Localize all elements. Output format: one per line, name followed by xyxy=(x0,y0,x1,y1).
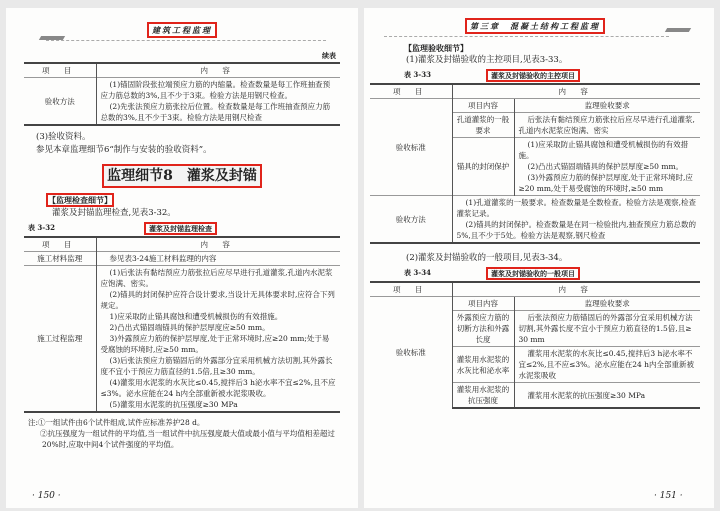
table-caption-row xyxy=(370,68,700,82)
table-3-34 xyxy=(370,281,700,409)
table-cell xyxy=(452,196,700,244)
text-line: (2)凸出式锚固端锚具的保护层厚度≥50 mm。 xyxy=(527,162,684,171)
table-number: 表 3-33 xyxy=(404,70,431,79)
table-cell xyxy=(514,383,700,409)
table-3-33 xyxy=(370,83,700,244)
table-cell: 验收方法 xyxy=(24,78,96,126)
layout-block xyxy=(384,36,669,37)
table-cell: 验收标准 xyxy=(370,99,452,196)
table-cell xyxy=(514,311,700,347)
layout-block xyxy=(24,193,340,207)
table-cell: 锚具的封闭保护 xyxy=(452,138,514,196)
table-caption: 灌浆及封锚验收的主控项目 xyxy=(486,69,580,82)
text-line: 1)应采取防止锚具腐蚀和遭受机械损伤的有效措施。 xyxy=(109,312,283,321)
paragraph: 参见本章监理细节6“制作与安装的验收资料”。 xyxy=(36,145,212,155)
table-cell: 监理验收要求 xyxy=(514,99,700,113)
table-cell xyxy=(96,266,340,413)
table-cell: 施工材料监理 xyxy=(24,252,96,266)
table-cell xyxy=(514,138,700,196)
text-line: 后张法有黏结预应力筋张拉后应尽早进行孔道灌浆,孔道内水泥浆应饱满、密实 xyxy=(518,115,695,135)
text-line: (1)锚固阶段张拉端预应力筋的内缩量。检查数量是每工作班抽查预应力筋总数的3%,且不少于3束。检验方法是用钢尺检查。 xyxy=(100,80,331,100)
table-cell xyxy=(514,113,700,138)
table-notes xyxy=(24,417,340,450)
section-title: 监理细节8 灌浆及封锚 xyxy=(102,164,262,188)
running-header: 建筑工程监理 xyxy=(147,22,217,38)
continued-table xyxy=(24,62,340,126)
continued-label: 续表 xyxy=(322,51,336,60)
text-line: (3)后张法预应力筋锚固后的外露部分宜采用机械方法切割,其外露长度不宜小于预应力筋直径的1.5倍,且≥30 mm。 xyxy=(100,356,333,376)
intro-text: 灌浆及封锚监理检查,见表3-32。 xyxy=(52,208,176,218)
page-number: · 150 · xyxy=(32,491,61,501)
intro-text: (2)灌浆及封锚验收的一般项目,见表3-34。 xyxy=(406,253,568,263)
text-line: (4)灌浆用水泥浆的水灰比≤0.45,搅拌后3 h泌水率不宜≤2%,且不应≤3%。泌水应能在24 h内全部重新被水泥浆吸收。 xyxy=(100,378,336,398)
left-page-150 xyxy=(6,8,358,508)
table-cell xyxy=(96,252,340,266)
table-cell: 项 目 xyxy=(370,84,452,99)
table-cell: 项目内容 xyxy=(452,99,514,113)
running-header: 第三章 混凝土结构工程监理 xyxy=(465,18,605,34)
table-row xyxy=(24,78,340,126)
right-page-151 xyxy=(364,8,714,508)
table-cell: 验收标准 xyxy=(370,297,452,409)
table-number: 表 3-32 xyxy=(28,223,55,232)
table-row xyxy=(370,84,700,99)
running-header-row xyxy=(370,18,700,40)
table-cell: 孔道灌浆的一般要求 xyxy=(452,113,514,138)
table-caption-row xyxy=(24,221,340,235)
text-line: (1)后张法有黏结预应力筋张拉后应尽早进行孔道灌浆,孔道内水泥浆应饱满、密实。 xyxy=(100,268,333,288)
running-header-row xyxy=(24,22,340,44)
text-line: (5)灌浆用水泥浆的抗压强度≥30 MPa xyxy=(109,400,238,409)
table-cell: 内 容 xyxy=(96,63,340,78)
header-ornament xyxy=(665,28,691,32)
table-cell: 外露预应力筋的切断方法和外露长度 xyxy=(452,311,514,347)
layout-block xyxy=(24,164,340,188)
table-cell: 项 目 xyxy=(370,282,452,297)
paragraph: (3)验收资料。 xyxy=(36,132,91,142)
text-line: (3)外露预应力筋的保护层厚度,处于正常环境时,应≥20 mm,处于易受腐蚀的环境时,≥50 mm xyxy=(518,173,693,193)
table-number: 表 3-34 xyxy=(404,268,431,277)
table-cell: 内 容 xyxy=(452,84,700,99)
table-cell xyxy=(96,78,340,126)
intro-text: (1)灌浆及封锚验收的主控项目,见表3-33。 xyxy=(406,55,568,65)
text-line: (2)先张法预应力筋张拉后位置。检查数量是每工作班抽查预应力筋总数的3%,且不少于3束。检验方法是用钢尺检查 xyxy=(100,102,331,122)
text-line: 参见表3-24施工材料监理的内容 xyxy=(109,254,217,263)
text-line: (1)孔道灌浆的一般要求。检查数量是全数检查。检验方法是观察,检查灌浆记录。 xyxy=(456,198,697,218)
subsection-heading: 【监理检查细节】 xyxy=(48,195,112,205)
table-caption: 灌浆及封锚验收的一般项目 xyxy=(486,267,580,280)
table-cell: 项 目 xyxy=(24,63,96,78)
table-cell: 监理验收要求 xyxy=(514,297,700,311)
text-line: (1)应采取防止锚具腐蚀和遭受机械损伤的有效措施。 xyxy=(518,140,689,160)
table-row xyxy=(370,196,700,244)
table-row xyxy=(370,99,700,113)
table-3-32 xyxy=(24,236,340,413)
table-caption-row xyxy=(370,266,700,280)
text-line: ②抗压强度为一组试件的平均值,当一组试件中抗压强度最大值或最小值与平均值相差超过20%时,应取中间4个试件强度的平均值。 xyxy=(40,429,335,449)
table-cell: 灌浆用水泥浆的水灰比和泌水率 xyxy=(452,347,514,383)
table-row xyxy=(24,237,340,252)
table-cell: 项 目 xyxy=(24,237,96,252)
table-cell: 项目内容 xyxy=(452,297,514,311)
text-line: 灌浆用水泥浆的水灰比≤0.45,搅拌后3 h泌水率不宜≤2%,且不应≤3%。泌水应能在24 h内全部重新被水泥浆吸收 xyxy=(518,349,695,380)
text-line: (2)锚具的封闭保护应符合设计要求,当设计无具体要求时,应符合下列规定。 xyxy=(100,290,335,310)
table-cell: 验收方法 xyxy=(370,196,452,244)
table-cell: 灌浆用水泥浆的抗压强度 xyxy=(452,383,514,409)
table-cell: 内 容 xyxy=(452,282,700,297)
table-row xyxy=(24,266,340,413)
text-line: 2)凸出式锚固端锚具的保护层厚度应≥50 mm。 xyxy=(109,323,270,332)
text-line: 后张法预应力筋锚固后的外露部分宜采用机械方法切割,其外露长度不宜小于预应力筋直径的1.5倍,且≥30 mm xyxy=(518,313,693,344)
table-row xyxy=(24,63,340,78)
table-row xyxy=(370,282,700,297)
page-number: · 151 · xyxy=(654,491,683,501)
text-line: 灌浆用水泥浆的抗压强度≥30 MPa xyxy=(527,390,646,400)
layout-block xyxy=(46,40,326,41)
table-cell: 内 容 xyxy=(96,237,340,252)
table-caption: 灌浆及封锚监理检查 xyxy=(144,222,217,235)
text-line: 3)外露预应力筋的保护层厚度,处于正常环境时,应≥20 mm;处于易受腐蚀的环境时,应≥50 mm。 xyxy=(100,334,330,354)
subsection-heading: 【监理验收细节】 xyxy=(404,43,468,53)
table-row xyxy=(370,297,700,311)
table-cell xyxy=(514,347,700,383)
text-line: 注:①一组试件由6个试件组成,试件应标准养护28 d。 xyxy=(28,418,205,427)
table-row xyxy=(24,252,340,266)
table-cell: 施工过程监理 xyxy=(24,266,96,413)
text-line: (2)锚具的封闭保护。检查数量是在同一检验批内,抽查预应力筋总数的5%,且不少于5处。检验方法是观察,钢尺检查 xyxy=(456,220,697,240)
